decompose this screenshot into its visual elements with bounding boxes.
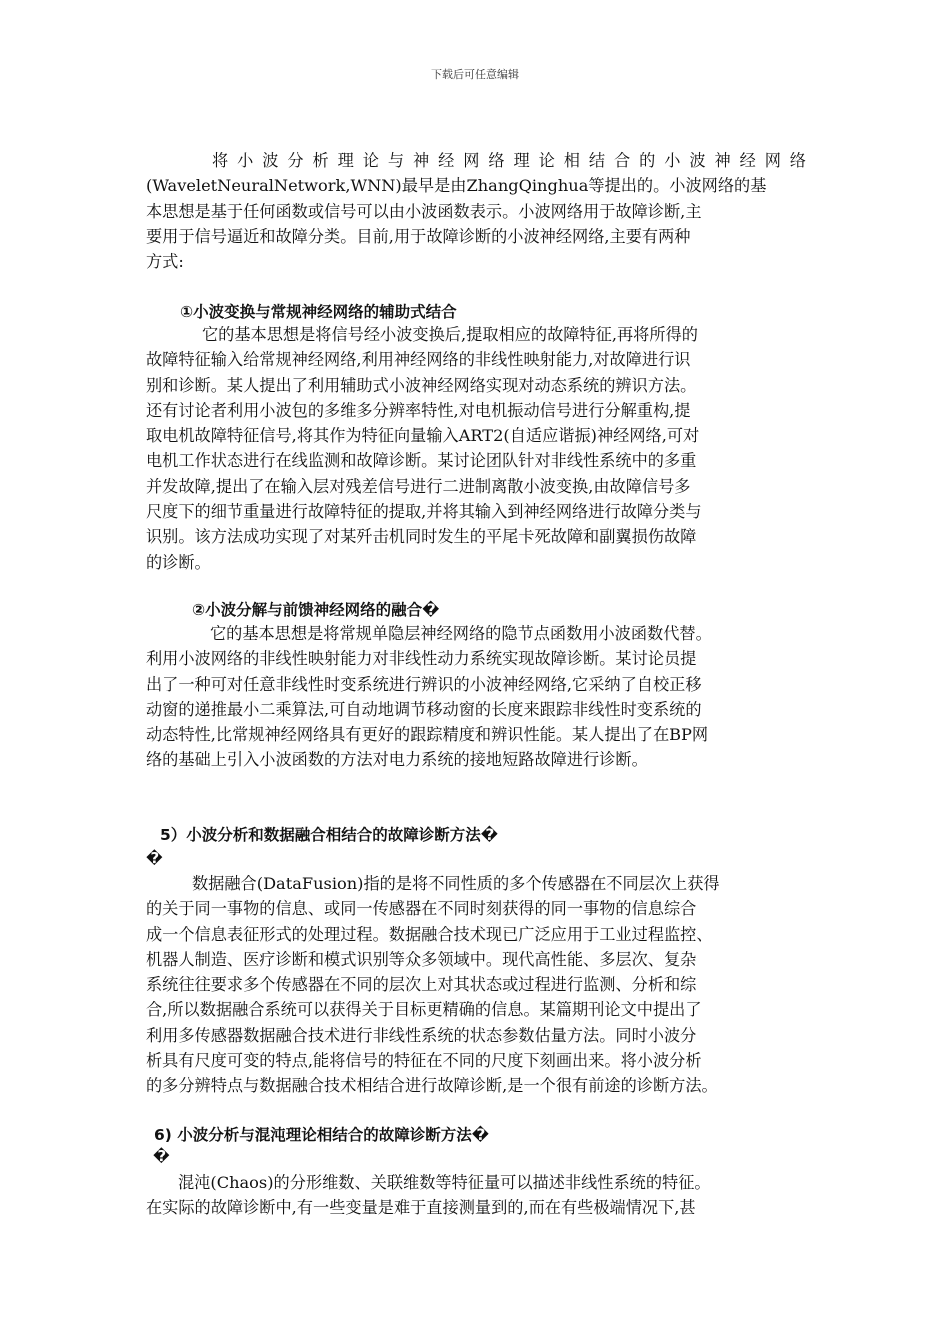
section2-heading: ②小波分解与前馈神经网络的融合� — [192, 601, 440, 619]
section2-line: 络的基础上引入小波函数的方法对电力系统的接地短路故障进行诊断。 — [146, 750, 648, 770]
intro-paragraph — [146, 148, 806, 274]
section5-line: 数据融合(DataFusion)指的是将不同性质的多个传感器在不同层次上获得 — [192, 874, 720, 893]
section1-line: 它的基本思想是将信号经小波变换后,提取相应的故障特征,再将所得的 — [202, 325, 698, 344]
section1-line: 的诊断。 — [146, 552, 211, 572]
section1-line: 别和诊断。某人提出了利用辅助式小波神经网络实现对动态系统的辨识方法。 — [146, 375, 697, 395]
intro-line: 将小波分析理论与神经网络理论相结合的小波神经网络 — [212, 151, 806, 170]
section6-line: 混沌(Chaos)的分形维数、关联维数等特征量可以描述非线性系统的特征。 — [178, 1173, 711, 1192]
section1-line: 故障特征输入给常规神经网络,利用神经网络的非线性映射能力,对故障进行识 — [146, 350, 691, 370]
section5-line: 成一个信息表征形式的处理过程。数据融合技术现已广泛应用于工业过程监控、 — [146, 924, 713, 944]
section1-line: 还有讨论者利用小波包的多维多分辨率特性,对电机振动信号进行分解重构,提 — [146, 400, 691, 420]
section5-line: 机器人制造、医疗诊断和模式识别等众多领域中。现代高性能、多层次、复杂 — [146, 949, 697, 969]
section6-paragraph — [146, 1170, 806, 1221]
section2-line: 动窗的递推最小二乘算法,可自动地调节移动窗的长度来跟踪非线性时变系统的 — [146, 699, 702, 719]
section2-line: 出了一种可对任意非线性时变系统进行辨识的小波神经网络,它采纳了自校正移 — [146, 674, 702, 694]
section1-line: 尺度下的细节重量进行故障特征的提取,并将其输入到神经网络进行故障分类与 — [146, 502, 702, 522]
section1-line: 取电机故障特征信号,将其作为特征向量输入ART2(自适应谐振)神经网络,可对 — [146, 426, 700, 446]
section5-line: 利用多传感器数据融合技术进行非线性系统的状态参数估量方法。同时小波分 — [146, 1025, 697, 1045]
section5-paragraph — [146, 871, 806, 1099]
section5-heading: 5）小波分析和数据融合相结合的故障诊断方法� — [160, 826, 499, 844]
intro-line: (WaveletNeuralNetwork,WNN)最早是由ZhangQinghua等提出的。小波网络的基 — [146, 176, 767, 196]
page-header-note: 下载后可任意编辑 — [431, 68, 519, 81]
section2-line: 动态特性,比常规神经网络具有更好的跟踪精度和辨识性能。某人提出了在BP网 — [146, 725, 709, 745]
section1-line: 电机工作状态进行在线监测和故障诊断。某讨论团队针对非线性系统中的多重 — [146, 451, 697, 471]
section2-line: 它的基本思想是将常规单隐层神经网络的隐节点函数用小波函数代替。 — [210, 624, 712, 643]
intro-line: 要用于信号逼近和故障分类。目前,用于故障诊断的小波神经网络,主要有两种 — [146, 226, 691, 246]
section6-line: 在实际的故障诊断中,有一些变量是难于直接测量到的,而在有些极端情况下,甚 — [146, 1198, 696, 1218]
replacement-glyph: � — [153, 1147, 170, 1165]
intro-line: 方式: — [146, 252, 184, 272]
section1-line: 并发故障,提出了在输入层对残差信号进行二进制离散小波变换,由故障信号多 — [146, 476, 691, 496]
intro-line: 本思想是基于任何函数或信号可以由小波函数表示。小波网络用于故障诊断,主 — [146, 201, 702, 221]
section6-heading: 6) 小波分析与混沌理论相结合的故障诊断方法� — [154, 1126, 490, 1144]
section5-line: 析具有尺度可变的特点,能将信号的特征在不同的尺度下刻画出来。将小波分析 — [146, 1051, 702, 1071]
section2-line: 利用小波网络的非线性映射能力对非线性动力系统实现故障诊断。某讨论员提 — [146, 649, 697, 669]
section1-heading: ①小波变换与常规神经网络的辅助式结合 — [180, 303, 457, 321]
section5-line: 的多分辨特点与数据融合技术相结合进行故障诊断,是一个很有前途的诊断方法。 — [146, 1076, 718, 1096]
section5-line: 的关于同一事物的信息、或同一传感器在不同时刻获得的同一事物的信息综合 — [146, 899, 697, 919]
section1-paragraph — [146, 322, 806, 575]
section1-line: 识别。该方法成功实现了对某歼击机同时发生的平尾卡死故障和副翼损伤故障 — [146, 527, 697, 547]
replacement-glyph: � — [146, 849, 163, 867]
section2-paragraph — [146, 621, 806, 773]
section5-line: 合,所以数据融合系统可以获得关于目标更精确的信息。某篇期刊论文中提出了 — [146, 1000, 702, 1020]
section5-line: 系统往往要求多个传感器在不同的层次上对其状态或过程进行监测、分析和综 — [146, 975, 697, 995]
